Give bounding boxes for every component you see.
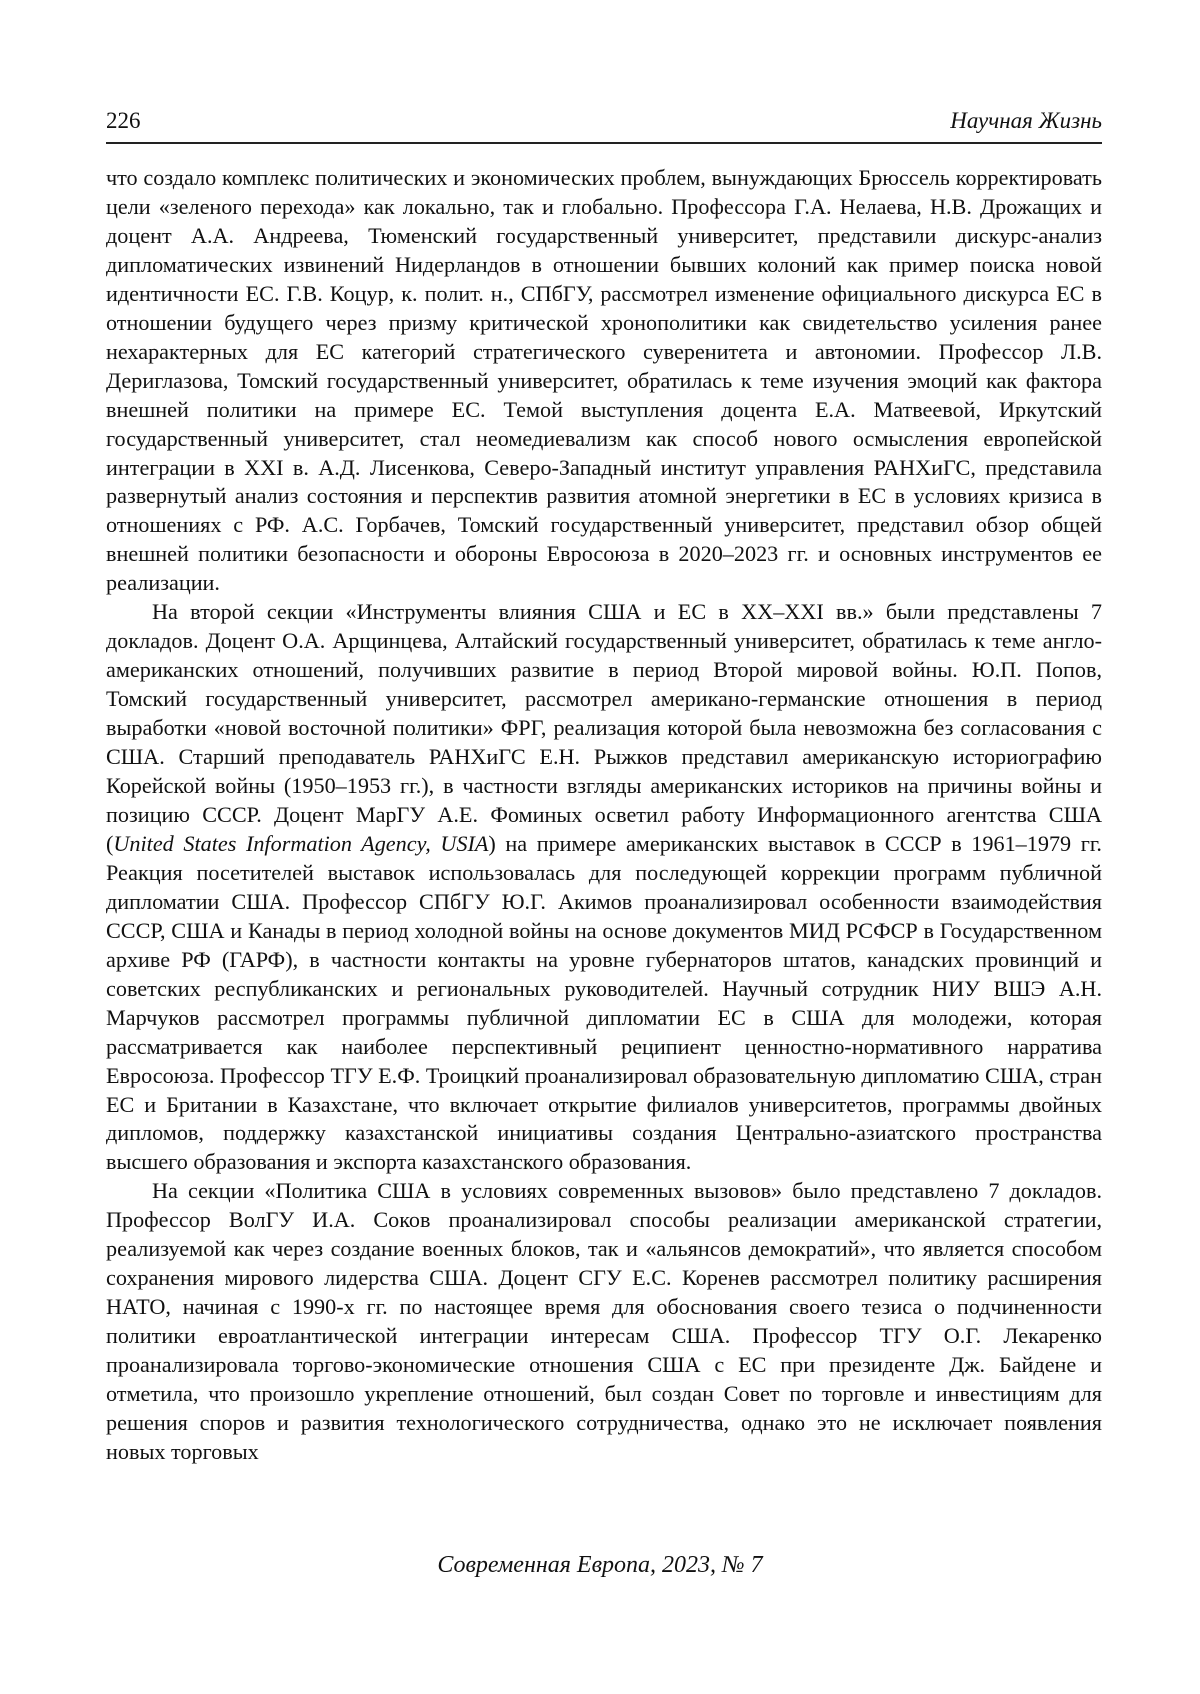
page-number: 226 bbox=[106, 108, 141, 133]
paragraph-continuation: что создало комплекс политических и экономических проблем, вынуждающих Брюссель корректировать цели «зеленого перехода» как локально, так и глобально. Профессора Г.А. Нелаева, Н.В. Дрожащих и доцент А.А. Андреева, Тюменский государственный университет, представили дискурс-анализ дипломатических извинений Нидерландов в отношении бывших колоний как пример поиска новой идентичности ЕС. Г.В. Коцур, к. полит. н., СПбГУ, рассмотрел изменение официального дискурса ЕС в отношении будущего через призму критической хронополитики как свидетельство усиления ранее нехарактерных для ЕС категорий стратегического суверенитета и автономии. Профессор Л.В. Дериглазова, Томский государственный университет, обратилась к теме изучения эмоций как фактора внешней политики на примере ЕС. Темой выступления доцента Е.А. Матвеевой, Иркутский государственный университет, стал неомедиевализм как способ нового осмысления европейской интеграции в XXI в. А.Д. Лисенкова, Северо-Западный институт управления РАНХиГС, представила развернутый анализ состояния и перспектив развития атомной энергетики в ЕС в условиях кризиса в отношениях с РФ. А.С. Горбачев, Томский государственный университет, представил обзор общей внешней политики безопасности и обороны Евросоюза в 2020–2023 гг. и основных инструментов ее реализации. bbox=[106, 165, 1102, 596]
article-body bbox=[106, 164, 1102, 1467]
italic-agency-name: United States Information Agency, USIA bbox=[113, 830, 489, 856]
running-header bbox=[106, 104, 1102, 144]
paragraph-text: На второй секции «Инструменты влияния США и ЕС в XX–XXI вв.» были представлены 7 докладов. Доцент О.А. Арщинцева, Алтайский государственный университет, обратилась к теме англо-американских отношений, получивших развитие в период Второй мировой войны. Ю.П. Попов, Томский государственный университет, рассмотрел американо-германские отношения в период выработки «новой восточной политики» ФРГ, реализация которой была невозможна без согласования с США. Старший преподаватель РАНХиГС Е.Н. Рыжков представил американскую историографию Корейской войны (1950–1953 гг.), в частности взгляды американских историков на причины войны и позицию СССР. Доцент МарГУ А.Е. Фоминых осветил работу Информационного агентства США ( bbox=[106, 599, 1102, 856]
paragraph-second-section bbox=[106, 598, 1102, 1177]
running-footer: Современная Европа, 2023, № 7 bbox=[437, 1552, 763, 1578]
section-title: Научная Жизнь bbox=[950, 108, 1102, 133]
paragraph-third-section: На секции «Политика США в условиях современных вызовов» было представлено 7 докладов. Профессор ВолГУ И.А. Соков проанализировал способы реализации американской стратегии, реализуемой как через создание военных блоков, так и «альянсов демократий», что является способом сохранения мирового лидерства США. Доцент СГУ Е.С. Коренев рассмотрел политику расширения НАТО, начиная с 1990-х гг. по настоящее время для обоснования своего тезиса о подчиненности политики евроатлантической интеграции интересам США. Профессор ТГУ О.Г. Лекаренко проанализировала торгово-экономические отношения США с ЕС при президенте Дж. Байдене и отметила, что произошло укрепление отношений, был создан Совет по торговле и инвестициям для решения споров и развития технологического сотрудничества, однако это не исключает появления новых торговых bbox=[106, 1178, 1102, 1464]
paragraph-text: ) на примере американских выставок в СССР в 1961–1979 гг. Реакция посетителей выставок использовалась для последующей коррекции программ публичной дипломатии США. Профессор СПбГУ Ю.Г. Акимов проанализировал особенности взаимодействия СССР, США и Канады в период холодной войны на основе документов МИД РСФСР в Государственном архиве РФ (ГАРФ), в частности контакты на уровне губернаторов штатов, канадских провинций и советских республиканских и региональных руководителей. Научный сотрудник НИУ ВШЭ А.Н. Марчуков рассмотрел программы публичной дипломатии ЕС в США для молодежи, которая рассматривается как наиболее перспективный реципиент ценностно-нормативного нарратива Евросоюза. Профессор ТГУ Е.Ф. Троицкий проанализировал образовательную дипломатию США, стран ЕС и Британии в Казахстане, что включает открытие филиалов университетов, программы двойных дипломов, поддержку казахстанской инициативы создания Центрально-азиатского пространства высшего образования и экспорта казахстанского образования. bbox=[106, 830, 1102, 1175]
